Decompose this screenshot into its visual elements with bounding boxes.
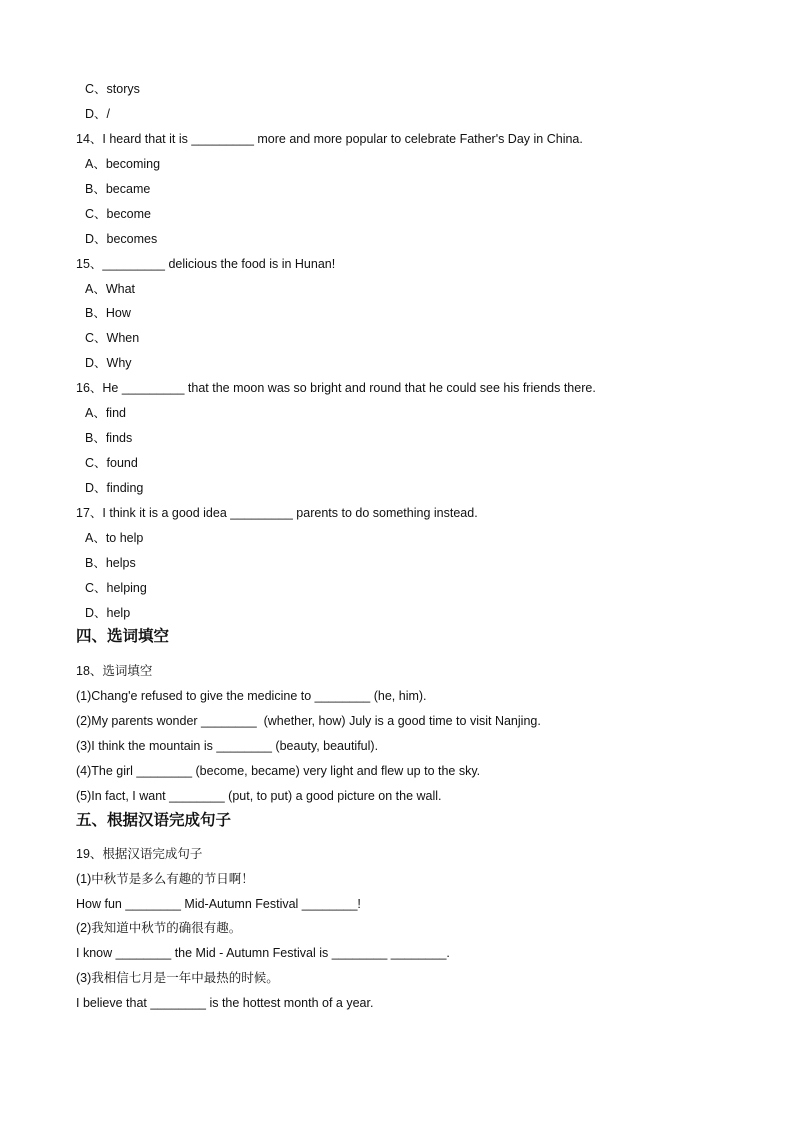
question-17-option-c: C、helping	[85, 581, 147, 595]
section-4-heading: 四、选词填空	[76, 628, 170, 645]
question-18-item-1: (1)Chang'e refused to give the medicine to ________ (he, him).	[76, 689, 427, 703]
option-c: C、storys	[85, 82, 140, 96]
question-19-item-1-english: How fun ________ Mid-Autumn Festival ________!	[76, 897, 361, 911]
question-19-item-3-english: I believe that ________ is the hottest month of a year.	[76, 996, 374, 1010]
question-16-option-c: C、found	[85, 456, 138, 470]
question-17-option-d: D、help	[85, 606, 131, 620]
question-19-item-2-english: I know ________ the Mid - Autumn Festival is ________ ________.	[76, 946, 450, 960]
question-16-option-a: A、find	[85, 406, 126, 420]
question-16-stem: 16、He _________ that the moon was so bright and round that he could see his friends there.	[76, 381, 596, 395]
question-18-item-3: (3)I think the mountain is ________ (beauty, beautiful).	[76, 739, 379, 753]
question-16-option-d: D、finding	[85, 481, 144, 495]
question-14-stem: 14、I heard that it is _________ more and more popular to celebrate Father's Day in China.	[76, 132, 583, 146]
question-18-item-2: (2)My parents wonder ________ (whether, how) July is a good time to visit Nanjing.	[76, 714, 541, 728]
question-15-option-b: B、How	[85, 306, 131, 320]
question-15-option-d: D、Why	[85, 356, 132, 370]
question-17-option-b: B、helps	[85, 556, 136, 570]
question-15-option-c: C、When	[85, 331, 140, 345]
question-14-option-d: D、becomes	[85, 232, 158, 246]
question-18-item-4: (4)The girl ________ (become, became) very light and flew up to the sky.	[76, 764, 481, 778]
question-17-option-a: A、to help	[85, 531, 144, 545]
question-18-item-5: (5)In fact, I want ________ (put, to put) a good picture on the wall.	[76, 789, 442, 803]
question-14-option-c: C、become	[85, 207, 151, 221]
question-14-option-a: A、becoming	[85, 157, 161, 171]
question-19-item-2-chinese: (2)我知道中秋节的确很有趣。	[76, 921, 242, 935]
question-14-option-b: B、became	[85, 182, 151, 196]
question-19-item-1-chinese: (1)中秋节是多么有趣的节日啊！	[76, 872, 254, 886]
section-5-heading: 五、根据汉语完成句子	[76, 812, 232, 829]
question-15-option-a: A、What	[85, 282, 136, 296]
option-d: D、/	[85, 107, 111, 121]
question-15-stem: 15、_________ delicious the food is in Hunan!	[76, 257, 336, 271]
question-19-stem: 19、根据汉语完成句子	[76, 847, 203, 861]
question-17-stem: 17、I think it is a good idea _________ parents to do something instead.	[76, 506, 478, 520]
question-19-item-3-chinese: (3)我相信七月是一年中最热的时候。	[76, 971, 279, 985]
question-18-stem: 18、选词填空	[76, 664, 153, 678]
question-16-option-b: B、finds	[85, 431, 133, 445]
